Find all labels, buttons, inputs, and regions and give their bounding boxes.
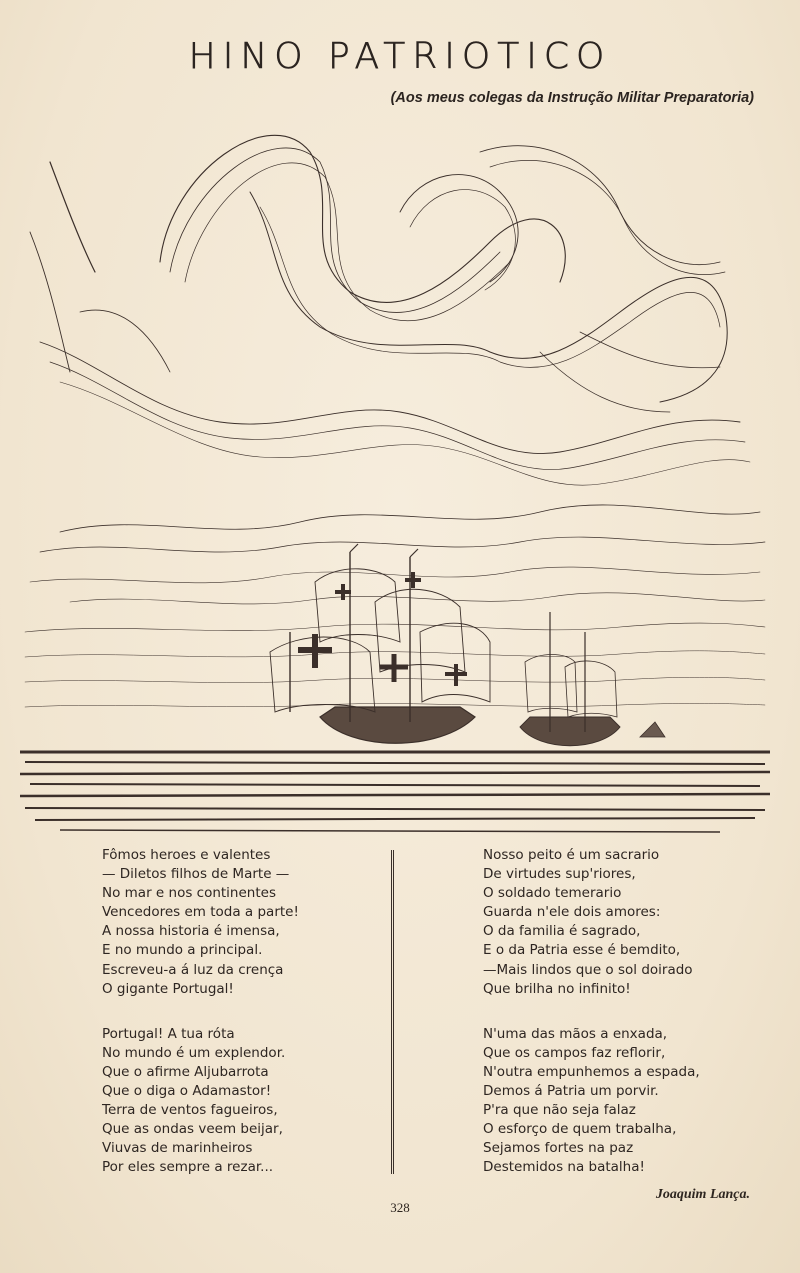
verse-line: P'ra que não seja falaz (483, 1102, 636, 1119)
page-number: 328 (390, 1200, 410, 1215)
verse-line: Terra de ventos fagueiros, (102, 1102, 278, 1119)
sky-clouds (25, 135, 765, 707)
verse-line: Que os campos faz reflorir, (483, 1044, 666, 1061)
stanza-4 (483, 1025, 700, 1178)
sea (20, 752, 770, 832)
column-divider (391, 850, 394, 1174)
poem-left-column (102, 846, 299, 1204)
verse-line: Destemidos na batalha! (483, 1159, 645, 1176)
verse-line: Demos á Patria um porvir. (483, 1083, 659, 1100)
poem-title: HINO PATRIOTICO (188, 36, 612, 77)
verse-line: O soldado temerario (483, 885, 622, 902)
verse-line: Que o afirme Aljubarrota (102, 1063, 269, 1080)
verse-line: De virtudes sup'riores, (483, 866, 636, 883)
author-signature: Joaquim Lança. (655, 1187, 750, 1202)
verse-line: Escreveu-a á luz da crença (102, 961, 284, 978)
verse-line: Portugal! A tua róta (102, 1025, 235, 1042)
verse-line: — Diletos filhos de Marte — (102, 866, 290, 883)
verse-line: Sejamos fortes na paz (483, 1140, 634, 1157)
dedication: (Aos meus colegas da Instrução Militar Preparatoria) (390, 90, 754, 106)
verse-line: Fômos heroes e valentes (102, 847, 271, 863)
verse-line: O esforço de quem trabalha, (483, 1121, 677, 1138)
verse-line: N'outra empunhemos a espada, (483, 1063, 700, 1080)
verse-line: —Mais lindos que o sol doirado (483, 961, 693, 978)
verse-line: Que brilha no infinito! (483, 980, 631, 997)
poem-right-column (483, 846, 700, 1204)
verse-line: Viuvas de marinheiros (102, 1140, 253, 1157)
verse-line: E o da Patria esse é bemdito, (483, 942, 681, 959)
verse-line: No mundo é um explendor. (102, 1044, 286, 1061)
verse-line: N'uma das mãos a enxada, (483, 1025, 668, 1042)
verse-line: O gigante Portugal! (102, 980, 234, 997)
stanza-3 (483, 846, 700, 999)
verse-line: No mar e nos continentes (102, 885, 276, 902)
verse-line: Guarda n'ele dois amores: (483, 904, 661, 921)
verse-line: Que as ondas veem beijar, (102, 1121, 283, 1138)
stanza-1 (102, 846, 299, 999)
verse-line: Por eles sempre a rezar... (102, 1159, 274, 1176)
caravels-illustration (20, 112, 770, 842)
stanza-2 (102, 1025, 299, 1178)
verse-line: Vencedores em toda a parte! (102, 904, 299, 921)
verse-line: E no mundo a principal. (102, 942, 263, 959)
verse-line: O da familia é sagrado, (483, 923, 641, 940)
verse-line: Nosso peito é um sacrario (483, 847, 660, 863)
verse-line: A nossa historia é imensa, (102, 923, 280, 940)
verse-line: Que o diga o Adamastor! (102, 1083, 272, 1100)
